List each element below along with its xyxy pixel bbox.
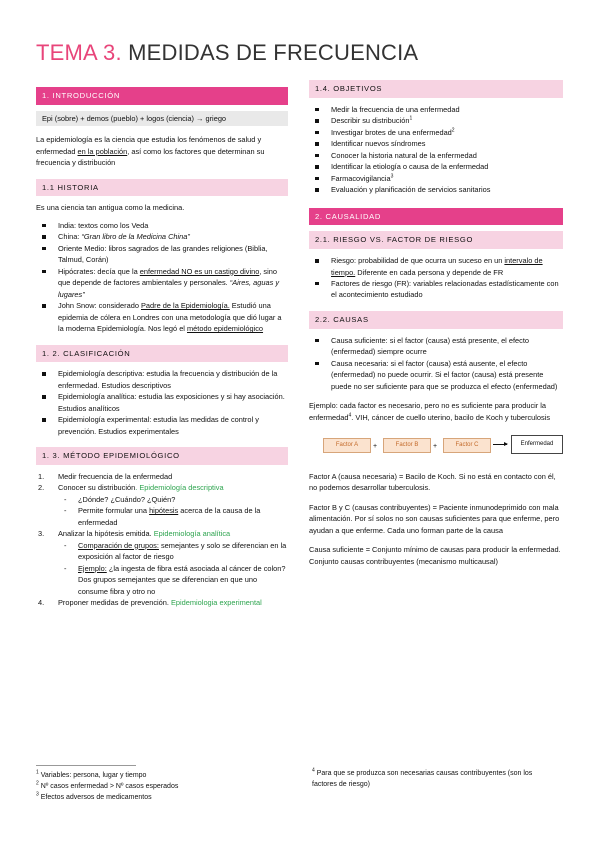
list-text: China: (58, 232, 82, 242)
footnote-4 (312, 768, 542, 790)
definition-text: La epidemiología es la ciencia que estudia los fenómenos de salud y enfermedad (36, 135, 262, 156)
list-item: Epidemiología analítica: estudia las exposiciones y si hay asociación. Estudios analíticos (36, 391, 288, 414)
footnote-divider (36, 765, 136, 766)
footnote-text: Variables: persona, lugar y tiempo (40, 772, 147, 779)
objetivos-list (309, 104, 563, 196)
sub-list-text: ¿Dónde? ¿Cuándo? ¿Quién? (78, 494, 176, 504)
list-text: Medir frecuencia de la enfermedad (58, 471, 173, 481)
enfermedad-box: Enfermedad (511, 435, 563, 454)
list-item: Evaluación y planificación de servicios sanitarios (309, 184, 563, 195)
list-item: Causa necesaria: si el factor (causa) está ausente, el efecto (enfermedad) no puede ocurrir. Si el factor (causa) está presente puede no ser suficiente para que se produzca el efecto (enfermedad) (309, 358, 563, 392)
list-text: Proponer medidas de prevención. (58, 598, 171, 608)
historia-list (36, 220, 288, 335)
footnote-text: Efectos adversos de medicamentos (40, 794, 152, 802)
list-item: Causa suficiente: si el factor (causa) está presente, el efecto (enfermedad) siempre ocurre (309, 335, 563, 358)
definition-underline: en la población (77, 146, 128, 156)
list-number: 2. (38, 483, 45, 493)
list-text-2: Estudió una epidemia de cólera en Londres con una metodología que dió lugar a la moderna Epidemiología. Nos legó el (58, 301, 282, 334)
section-header-metodo: 1. 3. MÉTODO EPIDEMIOLÓGICO (36, 447, 288, 465)
footnotes-right (312, 768, 542, 790)
footnote-ref: 4 (348, 412, 352, 419)
sub-list-item (58, 563, 288, 597)
dash-mark: - (64, 506, 67, 516)
list-item (36, 266, 288, 300)
list-item (36, 300, 288, 334)
ejemplo-text: Ejemplo: cada factor es necesario, pero no es suficiente para producir la enfermedad (309, 401, 547, 422)
list-item (36, 471, 288, 482)
definition-text-2: , así como los factores que determinan su frecuencia y distribución (36, 146, 265, 168)
list-text-2: , sino que depende de factores ambientales y personales. (58, 266, 277, 288)
footnote-marker: 4 (312, 767, 315, 774)
footnote-ref: 3 (390, 173, 394, 180)
list-text: Hipócrates: decía que la (58, 266, 140, 276)
list-item: Conocer la historia natural de la enfermedad (309, 150, 563, 161)
right-column (309, 80, 563, 573)
sub-list-text: ¿la ingesta de fibra está asociada al cáncer de colon? Dos grupos semejantes que se diferencian en que uno consume fibra y otro no (78, 563, 286, 596)
title-number: TEMA 3. (36, 40, 122, 65)
factor-bc-paragraph: Factor B y C (causas contribuyentes) = Paciente inmunodeprimido con mala alimentación. Por sí solos no son causas suficientes para que enferme, pero ayudan a que enferme. Cada uno forman parte de la causa (309, 502, 560, 535)
list-underline-2: método epidemiológico (187, 324, 264, 334)
sub-list-underline: Ejemplo: (78, 563, 107, 573)
dash-mark: - (64, 494, 67, 504)
sub-list-item (58, 505, 288, 528)
list-highlight: . Epidemiología descriptiva (135, 483, 224, 493)
footnote-text: Para que se produzca son necesarias causas contribuyentes (son los factores de riesgo) (312, 770, 533, 789)
list-item: Factores de riesgo (FR): variables relacionadas estadísticamente con el acontecimiento estudiado (309, 278, 563, 301)
factor-a-paragraph: Factor A (causa necesaria) = Bacilo de Koch. Si no está en contacto con él, no podemos desarrollar tuberculosis. (309, 471, 556, 493)
list-text-2: Diferente en cada persona y depende de FR (355, 267, 504, 277)
section-header-causalidad: 2. CAUSALIDAD (309, 208, 563, 226)
list-highlight: Epidemiologia experimental (170, 598, 262, 608)
list-item: India: textos como los Veda (36, 220, 288, 231)
sub-list-item (58, 494, 288, 505)
list-text: Farmacovigilancia (331, 173, 391, 183)
plus-sign: + (373, 442, 378, 450)
footnote-2 (36, 781, 266, 792)
list-item (36, 597, 288, 608)
page-title (36, 42, 418, 64)
sub-list-text: Permite formular una (78, 506, 150, 516)
list-item: Identificar la etiología o causa de la enfermedad (309, 161, 563, 172)
list-number: 3. (38, 529, 45, 539)
list-item (309, 115, 563, 126)
plus-sign: + (433, 442, 438, 450)
sub-list-underline: Comparación de grupos: (78, 540, 159, 550)
footnote-marker: 1 (36, 769, 39, 776)
list-number: 4. (38, 598, 45, 608)
definition-paragraph (36, 134, 288, 168)
list-underline: Padre de la Epidemiología. (141, 301, 230, 311)
sub-list (58, 540, 288, 597)
ejemplo-text-2: . VIH, cáncer de cuello uterino, bacilo de Koch y tuberculosis (351, 412, 551, 422)
list-item (309, 127, 563, 138)
sub-list-text: semejantes y solo se diferencian en la exposición al factor de riesgo (78, 540, 287, 562)
left-column (36, 80, 288, 615)
list-number: 1. (38, 471, 45, 481)
list-text: Investigar brotes de una enfermedad (331, 127, 452, 137)
factor-c-box: Factor C (443, 438, 491, 453)
list-italic: “Aires, aguas y lugares” (58, 278, 280, 299)
footnote-1 (36, 770, 266, 781)
list-text: Analizar la hipótesis emitida. (58, 529, 154, 539)
section-header-riesgo: 2.1. RIESGO VS. FACTOR DE RIESGO (309, 231, 563, 249)
list-text: Riesgo: probabilidad de que ocurra un suceso en un (331, 256, 505, 266)
list-item: Epidemiología experimental: estudia las medidas de control y prevención. Estudios experimentales (36, 414, 288, 437)
factor-a-box: Factor A (323, 438, 371, 453)
list-text: Describir su distribución (331, 116, 410, 126)
arrow-right-icon (493, 444, 507, 445)
footnotes-left (36, 765, 266, 804)
sub-list (58, 494, 288, 528)
sub-list-underline: hipótesis (149, 506, 179, 516)
footnote-marker: 2 (36, 780, 39, 787)
footnote-ref: 2 (451, 127, 455, 134)
section-header-historia: 1.1 HISTORIA (36, 179, 288, 197)
section-header-objetivos: 1.4. OBJETIVOS (309, 80, 563, 98)
sub-list-item (58, 540, 288, 563)
footnote-3 (36, 792, 266, 803)
causas-list (309, 335, 563, 392)
list-item (36, 231, 288, 242)
list-item (309, 173, 563, 184)
list-item: Epidemiología descriptiva: estudia la frecuencia y distribución de la enfermedad. Estudios descriptivos (36, 368, 288, 391)
list-text: John Snow: considerado (58, 301, 141, 311)
dash-mark: - (64, 540, 67, 550)
footnote-ref: 1 (409, 115, 413, 122)
list-text: Conocer su distribución (58, 483, 136, 493)
list-item: Oriente Medio: libros sagrados de las grandes religiones (Biblia, Talmud, Corán) (36, 243, 288, 266)
section-header-causas: 2.2. CAUSAS (309, 311, 563, 329)
section-header-introduccion: 1. INTRODUCCIÓN (36, 87, 288, 105)
list-item: Identificar nuevos síndromes (309, 138, 563, 149)
title-text: MEDIDAS DE FRECUENCIA (121, 40, 419, 65)
metodo-list (36, 471, 288, 609)
list-item: Medir la frecuencia de una enfermedad (309, 104, 563, 115)
riesgo-list (309, 255, 563, 301)
causal-diagram (309, 435, 563, 457)
list-underline: enfermedad NO es un castigo divino (139, 266, 260, 276)
footnote-marker: 3 (36, 792, 39, 799)
list-underline: intervalo de tiempo. (331, 256, 543, 277)
ejemplo-paragraph (309, 400, 563, 423)
list-item (36, 482, 288, 528)
list-highlight: Epidemiología analítica (153, 529, 231, 539)
factor-b-box: Factor B (383, 438, 431, 453)
historia-intro: Es una ciencia tan antigua como la medicina. (36, 203, 185, 213)
causa-suficiente-paragraph: Causa suficiente = Conjunto mínimo de causas para producir la enfermedad. Conjunto causas contribuyentes (mecanismo multicausal) (309, 545, 561, 566)
footnote-text: Nº casos enfermedad > Nº casos esperados (40, 783, 179, 791)
section-header-clasificacion: 1. 2. CLASIFICACIÓN (36, 345, 288, 363)
clasificacion-list (36, 368, 288, 437)
list-item (36, 528, 288, 597)
list-item (309, 255, 563, 278)
etymology-box: Epi (sobre) + demos (pueblo) + logos (ciencia) → griego (36, 111, 288, 126)
sub-list-text-2: acerca de la causa de la enfermedad (78, 506, 261, 527)
list-italic: “Gran libro de la Medicina China” (81, 232, 190, 242)
dash-mark: - (64, 563, 67, 573)
